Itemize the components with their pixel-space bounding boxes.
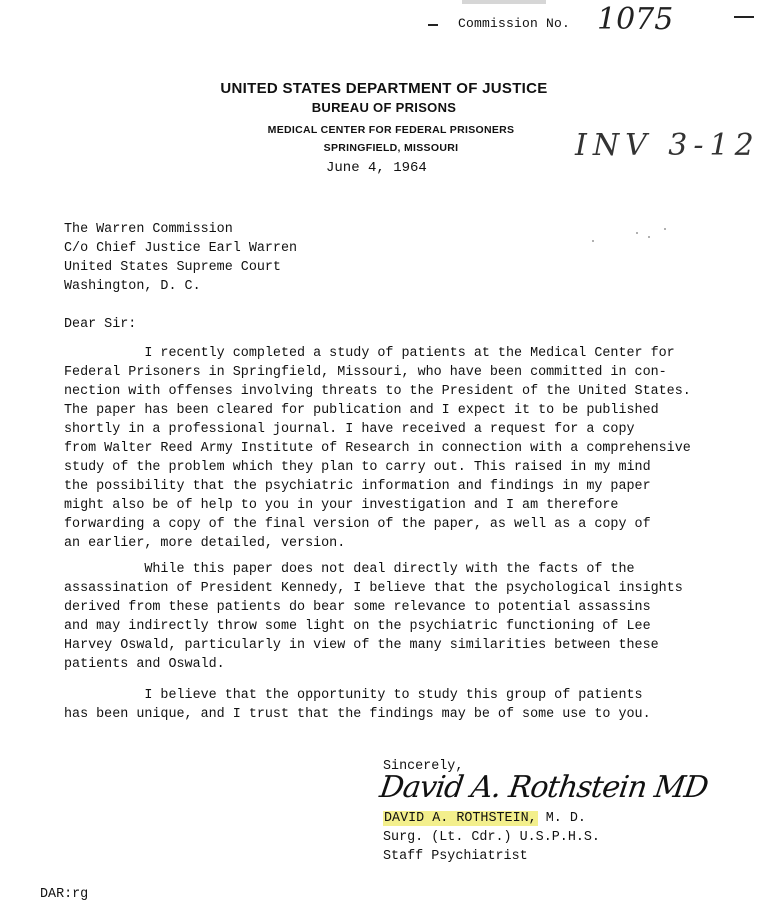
paragraph-line: derived from these patients do bear some relevance to potential assassins xyxy=(64,600,651,615)
paragraph-line: from Walter Reed Army Institute of Research in connection with a comprehensive xyxy=(64,441,691,456)
paragraph-line: patients and Oswald. xyxy=(64,657,225,672)
letterhead-center: MEDICAL CENTER FOR FEDERAL PRISONERS xyxy=(267,124,515,136)
inv-handwritten-mark: INV 3-12 xyxy=(575,128,760,163)
paragraph-2 xyxy=(64,560,724,674)
paragraph-line: might also be of help to you in your investigation and I am therefore xyxy=(64,498,619,513)
scan-speck xyxy=(664,228,666,230)
handwritten-signature: David A. Rothstein MD xyxy=(377,770,710,805)
top-scan-smudge xyxy=(462,0,546,4)
top-dash-right xyxy=(734,16,754,18)
closing-sincerely: Sincerely, xyxy=(383,759,464,774)
letterhead-location: SPRINGFIELD, MISSOURI xyxy=(323,142,459,154)
letterhead-department: UNITED STATES DEPARTMENT OF JUSTICE xyxy=(220,80,548,97)
signatory-name-highlighted: DAVID A. ROTHSTEIN, xyxy=(384,811,537,826)
commission-label: Commission No. xyxy=(458,16,571,31)
paragraph-1 xyxy=(64,344,724,553)
paragraph-line: the possibility that the psychiatric information and findings in my paper xyxy=(64,479,651,494)
recipient-line: The Warren Commission xyxy=(64,222,233,237)
letter-date: June 4, 1964 xyxy=(326,160,427,176)
recipient-line: Washington, D. C. xyxy=(64,279,201,294)
scan-speck xyxy=(592,240,594,242)
signatory-degree: M. D. xyxy=(537,811,586,826)
paragraph-line: and may indirectly throw some light on the psychiatric functioning of Lee xyxy=(64,619,651,634)
signatory-rank: Surg. (Lt. Cdr.) U.S.P.H.S. xyxy=(383,830,600,845)
scan-speck xyxy=(636,232,638,234)
paragraph-line: assassination of President Kennedy, I believe that the psychological insights xyxy=(64,581,683,596)
recipient-line: United States Supreme Court xyxy=(64,260,281,275)
paragraph-line: an earlier, more detailed, version. xyxy=(64,536,346,551)
paragraph-line: shortly in a professional journal. I have received a request for a copy xyxy=(64,422,635,437)
scan-speck xyxy=(648,236,650,238)
commission-number: 1075 xyxy=(597,2,674,37)
paragraph-line: nection with offenses involving threats to the President of the United States. xyxy=(64,384,691,399)
paragraph-line: The paper has been cleared for publication and I expect it to be published xyxy=(64,403,659,418)
typist-initials: DAR:rg xyxy=(40,887,89,902)
paragraph-line: Federal Prisoners in Springfield, Missouri, who have been committed in con- xyxy=(64,365,667,380)
paragraph-3 xyxy=(64,686,724,724)
paragraph-line: While this paper does not deal directly with the facts of the xyxy=(64,562,635,577)
paragraph-line: I believe that the opportunity to study this group of patients xyxy=(64,688,643,703)
salutation: Dear Sir: xyxy=(64,317,137,332)
paragraph-line: study of the problem which they plan to carry out. This raised in my mind xyxy=(64,460,651,475)
letterhead-bureau: BUREAU OF PRISONS xyxy=(311,100,457,115)
paragraph-line: Harvey Oswald, particularly in view of the many similarities between these xyxy=(64,638,659,653)
signatory-name-line xyxy=(383,811,586,826)
recipient-line: C/o Chief Justice Earl Warren xyxy=(64,241,298,256)
paragraph-line: forwarding a copy of the final version of the paper, as well as a copy of xyxy=(64,517,651,532)
signatory-position: Staff Psychiatrist xyxy=(383,849,528,864)
top-dash-left xyxy=(428,24,438,26)
paragraph-line: has been unique, and I trust that the findings may be of some use to you. xyxy=(64,707,651,722)
paragraph-line: I recently completed a study of patients at the Medical Center for xyxy=(64,346,675,361)
